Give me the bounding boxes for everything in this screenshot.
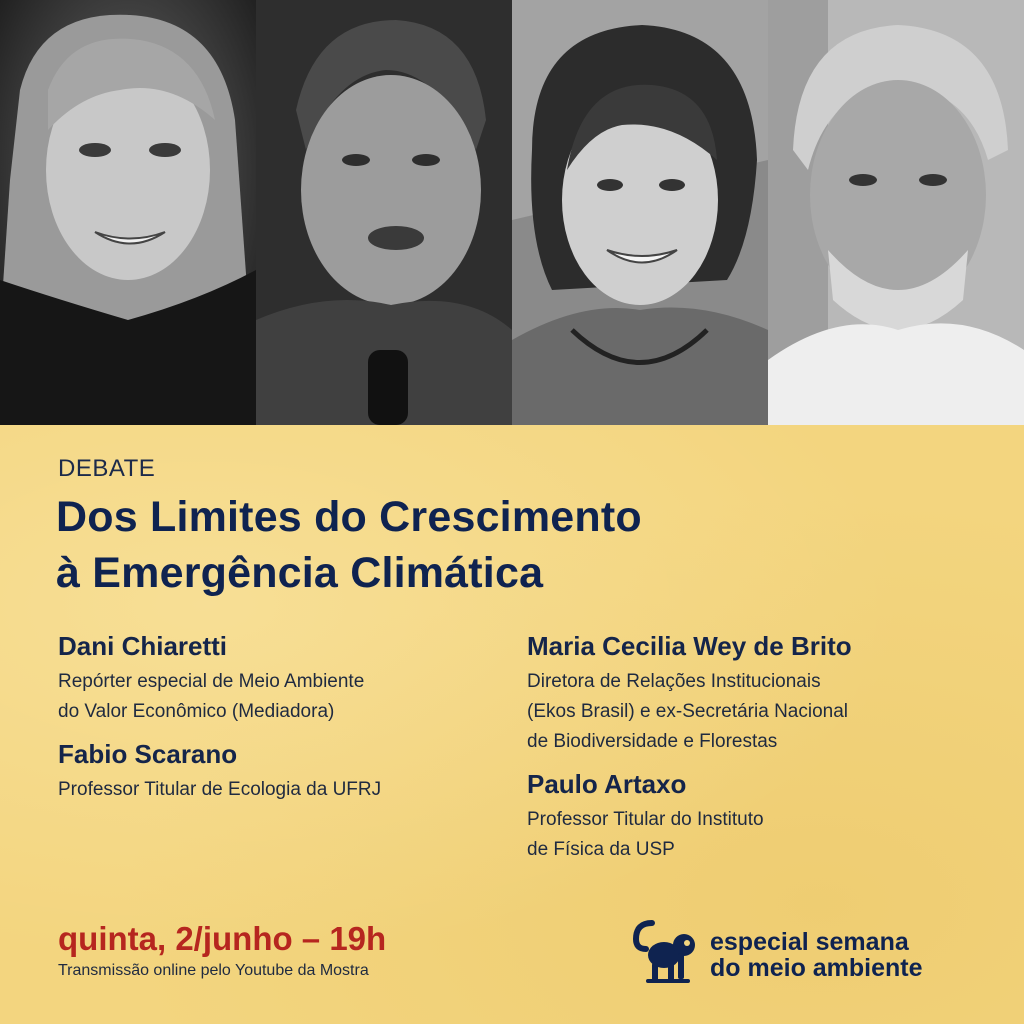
speaker-role-line: de Física da USP <box>527 839 675 860</box>
speaker-role-line: do Valor Econômico (Mediadora) <box>58 701 335 722</box>
event-title-line1: Dos Limites do Crescimento <box>56 493 642 541</box>
speaker-photos <box>0 0 1024 425</box>
speaker-name: Fabio Scarano <box>58 739 238 769</box>
speaker-maria-cecilia <box>527 631 852 757</box>
event-info-panel <box>0 425 1024 1024</box>
portrait-image <box>768 0 1024 425</box>
speaker-role-line: de Biodiversidade e Florestas <box>527 731 778 752</box>
event-kicker: DEBATE <box>58 455 156 482</box>
photo-dani-chiaretti <box>0 0 256 425</box>
event-title-line2: à Emergência Climática <box>56 549 544 597</box>
event-title <box>56 489 642 601</box>
speaker-role-line: Professor Titular de Ecologia da UFRJ <box>58 779 382 800</box>
brand-text <box>710 929 923 981</box>
speaker-role-line: (Ekos Brasil) e ex-Secretária Nacional <box>527 701 849 722</box>
photo-maria-cecilia <box>512 0 768 425</box>
event-date: quinta, 2/junho – 19h <box>58 920 387 957</box>
photo-paulo-artaxo <box>768 0 1024 425</box>
speaker-name: Maria Cecilia Wey de Brito <box>527 631 852 661</box>
speaker-fabio-scarano <box>58 739 381 805</box>
speaker-role-line: Professor Titular do Instituto <box>527 809 764 830</box>
speaker-name: Dani Chiaretti <box>58 631 228 661</box>
speaker-paulo-artaxo <box>527 769 764 865</box>
brand-line2: do meio ambiente <box>710 954 923 982</box>
speaker-name: Paulo Artaxo <box>527 769 687 799</box>
portrait-image <box>512 0 768 425</box>
brand-logo-block <box>632 915 992 985</box>
photo-fabio-scarano <box>256 0 512 425</box>
portrait-image <box>0 0 256 425</box>
speaker-role-line: Repórter especial de Meio Ambiente <box>58 671 365 692</box>
speaker-role-line: Diretora de Relações Institucionais <box>527 671 821 692</box>
portrait-image <box>256 0 512 425</box>
stream-info: Transmissão online pelo Youtube da Mostra <box>58 962 369 979</box>
speaker-dani-chiaretti <box>58 631 364 727</box>
monkey-logo-icon <box>632 915 704 985</box>
brand-line1: especial semana <box>710 928 909 956</box>
